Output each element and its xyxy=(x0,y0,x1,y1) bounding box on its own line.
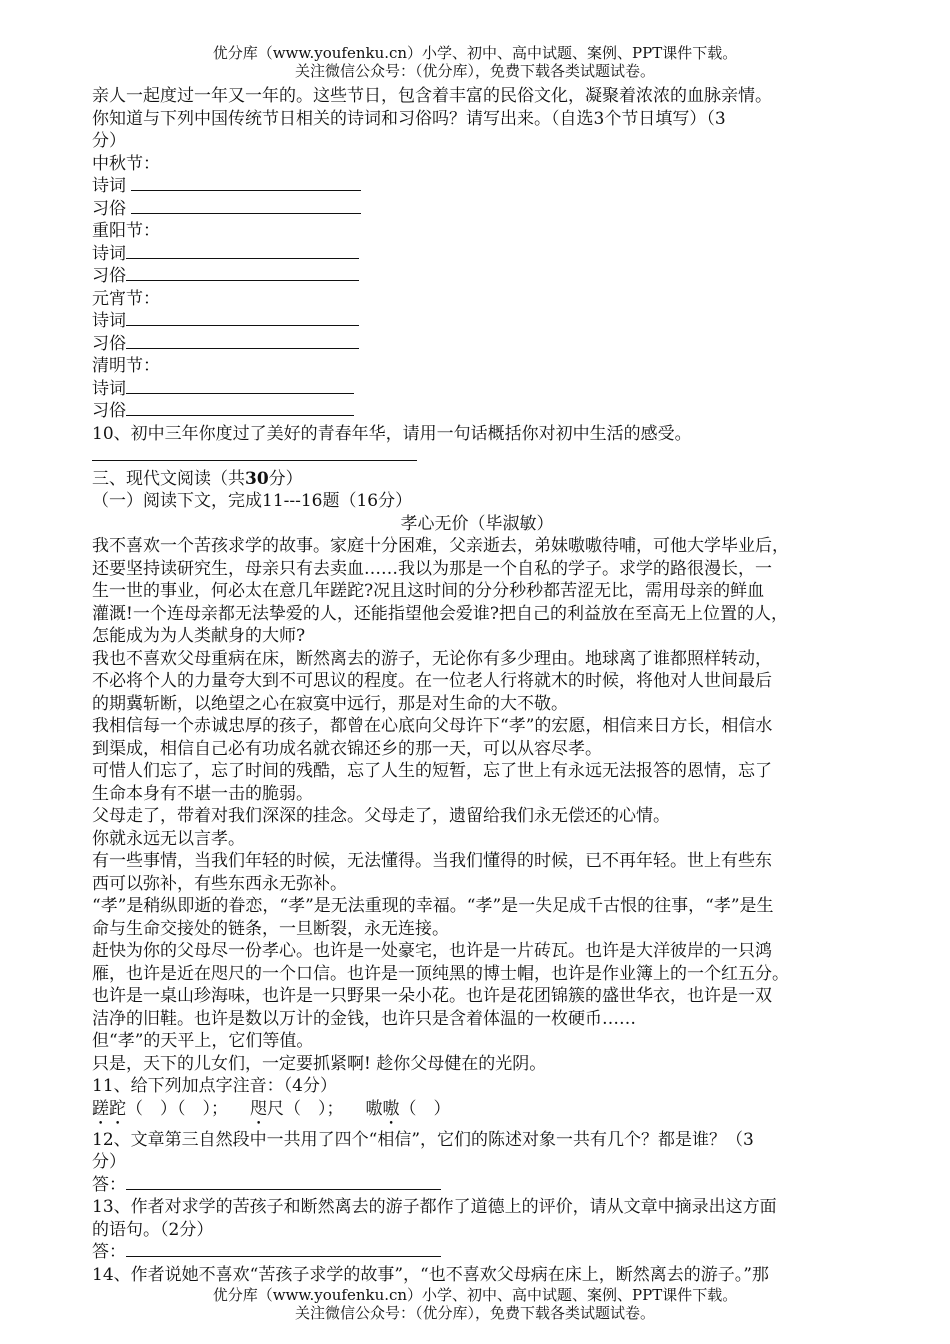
festival-poem-row xyxy=(92,378,862,401)
page-footer xyxy=(0,1286,950,1322)
header-line-2: 关注微信公众号：（优分库），免费下载各类试题试卷。 xyxy=(294,62,655,80)
article-line: 我相信每一个赤诚忠厚的孩子，都曾在心底向父母许下“孝”的宏愿，相信来日方长，相信水 xyxy=(92,716,773,736)
article-line: 不必将个人的力量夸大到不可思议的程度。在一位老人行将就木的时候，将他对人世间最后 xyxy=(92,671,772,691)
answer-label: 答： xyxy=(92,1242,126,1262)
q9-intro-3: 分） xyxy=(92,131,126,151)
article-line: 你就永远无以言孝。 xyxy=(92,828,245,849)
article-line: 但“孝”的天平上，它们等值。 xyxy=(92,1031,314,1051)
q10-stem: 10、初中三年你度过了美好的青春年华，请用一句话概括你对初中生活的感受。 xyxy=(92,423,692,444)
article-line: 有一些事情，当我们年轻的时候，无法懂得。当我们懂得的时候，已不再年轻。世上有些东 xyxy=(92,851,772,871)
answer-blank[interactable] xyxy=(126,400,354,416)
q9-intro-2: 你知道与下列中国传统节日相关的诗词和习俗吗？请写出来。（自选3个节日填写）（3 xyxy=(92,108,726,129)
poem-label: 诗词 xyxy=(92,311,126,331)
footer-line-1: 优分库（www.youfenku.cn）小学、初中、高中试题、案例、PPT课件下载。 xyxy=(212,1286,738,1304)
festival-poem-row xyxy=(92,175,862,198)
article-line: 还要坚持读研究生，母亲只有去卖血……我以为那是一个自私的学子。求学的路很漫长，一 xyxy=(92,558,772,579)
q12-answer-row xyxy=(92,1174,862,1197)
answer-blank[interactable] xyxy=(126,333,359,349)
festival-name: 中秋节： xyxy=(92,153,160,174)
festival-custom-row xyxy=(92,400,862,423)
answer-blank[interactable] xyxy=(126,243,359,259)
article-line: 父母走了，带着对我们深深的挂念。父母走了，遗留给我们永无偿还的心情。 xyxy=(92,806,670,826)
plain-char: 尺 xyxy=(267,1098,284,1119)
festival-custom-row xyxy=(92,333,862,356)
festival-name: 元宵节： xyxy=(92,288,160,309)
q13-stem-2: 的语句。（2分） xyxy=(92,1219,214,1240)
dotted-char: 咫 xyxy=(250,1098,267,1119)
pinyin-blanks[interactable]: （ ） xyxy=(399,1098,451,1119)
article-line: “孝”是稍纵即逝的眷恋，“孝”是无法重现的幸福。“孝”是一失足成千古恨的往事，“孝”是生 xyxy=(92,896,774,916)
q12-stem-2: 分） xyxy=(92,1152,126,1172)
dotted-char: 跎 xyxy=(109,1098,126,1119)
dotted-char: 嗷 xyxy=(382,1098,400,1119)
q13-answer-row xyxy=(92,1241,862,1264)
article-line: 雁，也许是近在咫尺的一个口信。也许是一顶纯黑的博士帽，也许是作业簿上的一个红五分。 xyxy=(92,963,789,984)
article-line: 灌溉!一个连母亲都无法挚爱的人，还能指望他会爱谁?把自己的利益放在至高无上位置的人， xyxy=(92,603,788,624)
answer-blank[interactable] xyxy=(126,1241,441,1257)
header-line-1: 优分库（www.youfenku.cn）小学、初中、高中试题、案例、PPT课件下载。 xyxy=(212,44,738,62)
article-line: 也许是一桌山珍海味，也许是一只野果一朵小花。也许是花团锦簇的盛世华衣，也许是一双 xyxy=(92,986,772,1006)
poem-label: 诗词 xyxy=(92,243,126,264)
custom-label: 习俗 xyxy=(92,333,126,354)
pinyin-blanks[interactable]: （ ）； xyxy=(284,1098,344,1119)
pinyin-blanks[interactable]: （ ）（ ）； xyxy=(126,1098,228,1119)
festival-name: 清明节： xyxy=(92,356,160,376)
article-title: 孝心无价（毕淑敏） xyxy=(400,513,554,534)
section-3-title: 三、现代文阅读（共30分） xyxy=(92,468,303,489)
article-line: 赶快为你的父母尽一份孝心。也许是一处豪宅，也许是一片砖瓦。也许是大洋彼岸的一只鸿 xyxy=(92,941,772,961)
article-line: 只是，天下的儿女们，一定要抓紧啊! 趁你父母健在的光阴。 xyxy=(92,1053,547,1074)
footer-line-2: 关注微信公众号：（优分库），免费下载各类试题试卷。 xyxy=(294,1304,655,1322)
article-line: 怎能成为为人类献身的大师? xyxy=(92,626,306,646)
festival-custom-row xyxy=(92,265,862,288)
article-line: 西可以弥补，有些东西永无弥补。 xyxy=(92,873,347,894)
article-line: 的期冀斩断，以绝望之心在寂寞中远行，那是对生命的大不敬。 xyxy=(92,693,568,714)
q14-stem-1: 14、作者说她不喜欢“苦孩子求学的故事”，“也不喜欢父母病在床上，断然离去的游子。”那 xyxy=(92,1264,769,1285)
festival-poem-row xyxy=(92,310,862,333)
q10-answer-row xyxy=(92,445,862,468)
article-text xyxy=(92,535,862,1075)
answer-blank[interactable] xyxy=(131,175,361,191)
article-line: 我不喜欢一个苦孩求学的故事。家庭十分困难，父亲逝去，弟妹嗷嗷待哺，可他大学毕业后， xyxy=(92,536,789,556)
custom-label: 习俗 xyxy=(92,198,126,219)
q9-intro-1: 亲人一起度过一年又一年的。这些节日，包含着丰富的民俗文化，凝聚着浓浓的血脉亲情。 xyxy=(92,86,772,106)
article-line: 命与生命交接处的链条，一旦断裂，永无连接。 xyxy=(92,918,449,939)
custom-label: 习俗 xyxy=(92,401,126,421)
article-line: 可惜人们忘了，忘了时间的残酷，忘了人生的短暂，忘了世上有永远无法报答的恩情，忘了 xyxy=(92,761,772,781)
custom-label: 习俗 xyxy=(92,266,126,286)
q11-stem: 11、给下列加点字注音：（4分） xyxy=(92,1076,337,1096)
festival-poem-row xyxy=(92,243,862,266)
festival-custom-row xyxy=(92,198,862,221)
poem-label: 诗词 xyxy=(92,378,126,399)
q11-items xyxy=(92,1098,862,1129)
festival-name: 重阳节： xyxy=(92,221,160,241)
page-header xyxy=(0,44,950,80)
poem-label: 诗词 xyxy=(92,176,126,196)
article-line: 生一世的事业，何必太在意几年蹉跎?况且这时间的分分秒秒都苦涩无比，需用母亲的鲜血 xyxy=(92,581,765,601)
document-body xyxy=(92,85,862,1286)
article-line: 洁净的旧鞋。也许是数以万计的金钱，也许只是含着体温的一枚硬币…… xyxy=(92,1008,636,1029)
answer-blank[interactable] xyxy=(126,265,359,281)
article-line: 到渠成，相信自己必有功成名就衣锦还乡的那一天，可以从容尽孝。 xyxy=(92,738,602,759)
q13-stem-1: 13、作者对求学的苦孩子和断然离去的游子都作了道德上的评价，请从文章中摘录出这方面 xyxy=(92,1197,777,1217)
answer-blank[interactable] xyxy=(126,378,354,394)
article-line: 我也不喜欢父母重病在床，断然离去的游子，无论你有多少理由。地球离了谁都照样转动， xyxy=(92,648,772,669)
q12-stem-1: 12、文章第三自然段中一共用了四个“相信”，它们的陈述对象一共有几个？都是谁？（3 xyxy=(92,1129,754,1150)
answer-blank[interactable] xyxy=(126,310,359,326)
answer-blank[interactable] xyxy=(126,1174,441,1190)
answer-blank[interactable] xyxy=(131,198,361,214)
answer-label: 答： xyxy=(92,1174,126,1195)
part-1-heading: （一）阅读下文，完成11---16题（16分） xyxy=(92,491,413,511)
dotted-char: 蹉 xyxy=(92,1098,109,1119)
article-line: 生命本身有不堪一击的脆弱。 xyxy=(92,783,313,804)
plain-char: 嗷 xyxy=(365,1098,383,1119)
answer-blank[interactable] xyxy=(92,445,417,461)
